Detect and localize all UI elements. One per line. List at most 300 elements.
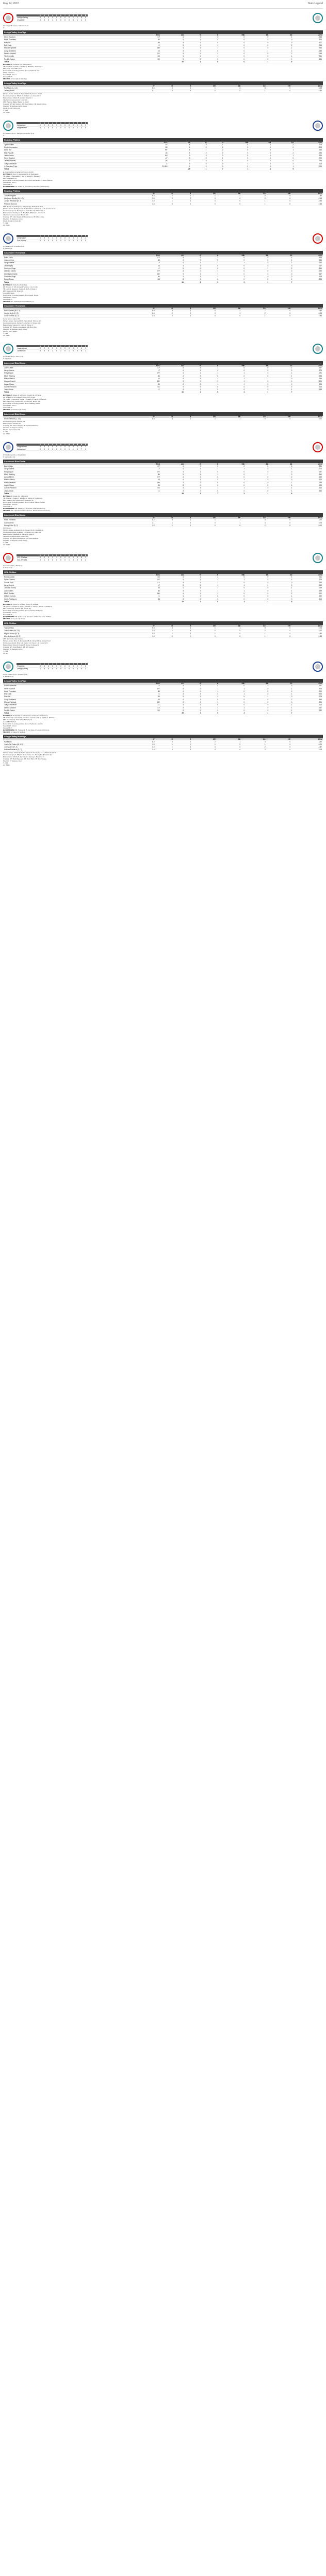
line-score-cell: 3 (75, 448, 79, 450)
line-score-cell: 0 (59, 559, 63, 562)
stat-cell: 1 (241, 202, 266, 205)
player-name[interactable]: Hector Neris (H, 2) (3, 312, 131, 314)
stat-cell: 0 (191, 157, 208, 160)
stat-cell: 0 (208, 165, 224, 167)
stat-cell: .320 (294, 39, 323, 41)
line-score-col-head: E (84, 554, 88, 556)
player-name[interactable]: Zach Collier (3, 367, 131, 369)
stat-cell: RF (131, 476, 161, 479)
stat-cell: 0 (202, 41, 220, 44)
stat-cell: 3 (185, 600, 202, 603)
stat-cell: 0 (249, 165, 272, 167)
player-name[interactable]: Kevin Frandsen (3, 39, 131, 41)
player-name[interactable]: Herlis Rodriguez (3, 598, 131, 600)
player-name[interactable]: Zach Collier (3, 465, 131, 468)
player-name[interactable]: Steve Susdorf (3, 687, 131, 690)
box-col-head: ERA (291, 517, 323, 519)
line-score-cell: 0 (46, 239, 51, 242)
box-col-head: RBI (219, 255, 246, 257)
player-name[interactable]: Edgar Duran (3, 278, 131, 281)
stat-cell: 0 (185, 270, 202, 273)
stat-cell: 0 (219, 704, 246, 706)
player-name[interactable]: Colby Shreve (S, 2) (3, 315, 131, 317)
note-heading: BASERUNNING (3, 615, 15, 618)
note-text: E: Cuevas (3, throw). (10, 617, 26, 620)
player-name[interactable]: Marcus Knecht (3, 481, 131, 484)
stat-cell (131, 712, 161, 715)
stat-cell: 2 (174, 418, 192, 420)
player-name[interactable]: Freddy Galvis (3, 58, 131, 60)
player-name[interactable]: Maikel Franco (3, 479, 131, 481)
stat-cell: 3 (219, 712, 246, 715)
line-score-cell: 8 (79, 349, 84, 352)
line-score-col-head: 6 (59, 235, 63, 237)
stat-cell: 0 (217, 630, 241, 632)
player-name[interactable]: Kelly Dugan (3, 470, 131, 473)
note-heading: FIELDING (3, 408, 10, 411)
note-text: Team LOB: 7. (3, 727, 13, 730)
stat-cell: 4 (156, 519, 174, 521)
stat-cell: 0 (246, 487, 269, 489)
line-score-cell: 0 (59, 237, 63, 240)
player-name[interactable]: Ethan Stewart (L, 3-5) (3, 418, 131, 420)
stat-cell: 9 (272, 168, 295, 171)
player-name[interactable]: Steve Bourbon (3, 36, 131, 39)
player-name[interactable]: Logan Moore (3, 383, 131, 385)
stat-cell: 1 (202, 377, 220, 380)
stat-cell: 3B (131, 160, 169, 162)
note-text: Team RISP: 3-for-7. (3, 404, 17, 406)
player-name[interactable]: Larry Greene (3, 262, 131, 264)
player-name[interactable]: Erik Kratz (3, 693, 131, 696)
team-name: Clearwater (17, 237, 38, 240)
player-name[interactable]: Peter Lavin (3, 257, 131, 259)
player-name[interactable]: Alberto Alvarez (S, 2) (3, 635, 131, 637)
stat-cell: 1 (269, 47, 293, 49)
stat-cell: 29 (169, 168, 191, 171)
line-score-col-head: R (75, 444, 79, 446)
note-text: Team LOB: 5. (3, 75, 13, 78)
player-name[interactable]: Larry Greene (3, 369, 131, 371)
stat-cell: 1 (202, 468, 220, 470)
stat-cell: 2 (241, 630, 266, 632)
stat-cell: 1 (185, 383, 202, 385)
note-text: GIDP: Frandsen. (3, 71, 15, 74)
stat-cell: .269 (294, 49, 323, 52)
stat-cell: 0 (246, 58, 269, 60)
player-name[interactable]: Maikel Franco (3, 377, 131, 380)
stat-cell: 3.20 (291, 418, 323, 420)
stat-cell: 2 (241, 749, 266, 751)
player-name[interactable]: Totals (3, 600, 131, 603)
line-score-cell: 0 (38, 556, 42, 559)
stat-cell: 1 (219, 262, 246, 264)
stat-cell: .315 (294, 44, 323, 46)
decision-notes (3, 454, 323, 458)
stat-cell: 0 (185, 592, 202, 595)
line-score-cell: 1 (84, 556, 88, 559)
stat-cell: 1 (219, 487, 246, 489)
line-score-cell: 0 (75, 239, 79, 242)
stat-cell: 0 (269, 369, 293, 371)
box-col-head: ER (192, 625, 217, 627)
player-name[interactable]: Joe Savery (H, 4) (3, 746, 131, 749)
note-text: Att: 8,842. (3, 764, 10, 766)
stat-cell: 0 (219, 388, 246, 391)
stat-cell: 3 (161, 58, 185, 60)
stat-cell: 1 (269, 687, 293, 690)
stat-cell: .277 (294, 41, 323, 44)
stat-cell: .254 (294, 47, 323, 49)
note-text: TB: Greene 1, Dugan 3, Walding 1, Franco 2, Perdomo 1. (3, 497, 43, 500)
player-name[interactable]: Mitch Walding (3, 375, 131, 377)
box-col-head: SO (241, 625, 266, 627)
player-name[interactable]: Michael Spidale (3, 47, 131, 49)
line-score-col-head: H (79, 14, 84, 16)
box-col-head: POS (131, 365, 161, 367)
decision-line: W: De Fratus (1-0) L: Houston (2-3) (3, 673, 28, 676)
section-notes (3, 206, 323, 226)
line-score-cell: 0 (55, 237, 59, 240)
stat-cell: 1.0 (131, 635, 156, 637)
player-name[interactable]: Cody Overbeck (3, 49, 131, 52)
line-score-cell: x (71, 126, 75, 129)
line-score-cell: 1 (84, 237, 88, 240)
stat-cell: 4 (156, 87, 174, 90)
stat-cell: 4 (169, 151, 191, 154)
decision-line: W: Gleason (2-1) L: Muzyka-Hernandez (1-4) (3, 132, 35, 134)
note-text: Weather: 80 degrees, partly cloudy. (3, 105, 28, 107)
player-name[interactable]: Larry Greene (3, 468, 131, 470)
player-name[interactable]: Cameron Rupp (3, 267, 131, 269)
line-score-col-head: 3 (46, 554, 51, 556)
page-date: May 24, 2012 (3, 2, 19, 5)
player-name[interactable]: Antonio Bastardo (S, 7) (3, 749, 131, 751)
player-name[interactable]: Leandro Castro (3, 270, 131, 273)
player-name[interactable]: Darin Ruf (3, 149, 131, 151)
stat-cell: 0 (246, 687, 269, 690)
away-team-logo (3, 662, 13, 672)
note-heading: BASERUNNING (3, 185, 15, 188)
player-name[interactable]: Tuffy Gosewisch (3, 704, 131, 706)
stat-cell: 1 (185, 275, 202, 278)
line-score-cell: 0 (63, 124, 67, 127)
stat-cell: 0 (246, 47, 269, 49)
team-section-title: Lakewood BlueClaws (3, 412, 323, 416)
player-name[interactable]: Willian Cuevas (3, 595, 131, 598)
stat-cell: 0 (246, 579, 269, 581)
line-score-col-head: H (79, 663, 84, 665)
line-score-cell: 0 (46, 559, 51, 562)
player-name[interactable]: Cesar Hernandez (3, 146, 131, 148)
game-gap (3, 336, 323, 340)
note-text: HBP: Ruf (8, by Rodriguez). Plagman (by Rodriguez), Ruf. (3, 205, 43, 208)
decision-line: S: (3, 27, 5, 29)
player-name[interactable]: Jordan Whatcott (H, 3) (3, 200, 131, 202)
player-name[interactable]: Carlos Tocci (3, 581, 131, 584)
player-name[interactable]: Jesus Meza (3, 388, 131, 391)
player-name[interactable]: Christopher Duffy (3, 273, 131, 275)
stat-cell: 1 (191, 168, 208, 171)
stat-cell: 0 (269, 273, 293, 275)
player-name[interactable]: Jim Murphy (3, 264, 131, 267)
line-score-cell: 0 (55, 124, 59, 127)
line-score-cell: 0 (71, 237, 75, 240)
player-name[interactable]: Totals (3, 492, 131, 495)
player-name[interactable]: Miguel Nunez (H, 3) (3, 632, 131, 635)
player-name[interactable]: Logan Moore (3, 484, 131, 486)
player-name[interactable]: Pete Orr (3, 41, 131, 44)
player-name[interactable]: Carlos Perdomo (3, 487, 131, 489)
player-name[interactable]: Jr. Brandon Tripp (3, 165, 131, 167)
line-score-cell: 0 (46, 16, 51, 19)
stat-cell: 31 (161, 391, 185, 394)
home-team-logo (313, 553, 323, 563)
player-name[interactable]: Totals (3, 60, 131, 63)
line-score-cell: 0 (84, 665, 88, 668)
player-name[interactable]: Totals (3, 168, 131, 171)
player-name[interactable]: Jesus Meza (3, 489, 131, 492)
stat-cell: 0 (269, 39, 293, 41)
stat-cell: CF (131, 144, 169, 146)
player-name[interactable]: Derrick Mitchell (3, 52, 131, 55)
stat-cell: 4 (161, 39, 185, 41)
stat-cell: 2B (131, 484, 161, 486)
stat-cell: 1 (241, 315, 266, 317)
stat-cell: 1 (269, 388, 293, 391)
stat-cell: 0 (246, 380, 269, 383)
stat-cell: 0 (185, 264, 202, 267)
box-col-head: AB (169, 142, 191, 144)
stat-cell: 0 (224, 165, 250, 167)
player-name[interactable]: Jason Jones (3, 154, 131, 157)
stat-cell: 1 (241, 632, 266, 635)
line-score-cell: 0 (51, 16, 55, 19)
line-score-col-head: R (75, 345, 79, 347)
line-score-cell: 5 (79, 239, 84, 242)
batting-table (3, 255, 323, 284)
player-name[interactable]: Mitch Gueller (3, 592, 131, 595)
player-name[interactable]: Lisalverto Bonilla (W, 1-0) (3, 197, 131, 199)
box-col-head: POS (131, 463, 161, 465)
stat-cell: 0 (202, 36, 220, 39)
stat-cell: 0 (185, 696, 202, 698)
stat-cell: 3 (161, 270, 185, 273)
player-name[interactable]: Mitch Walding (3, 473, 131, 476)
stat-cell: 0 (246, 273, 269, 275)
stat-cell: 1 (219, 377, 246, 380)
line-score-cell: 0 (67, 239, 71, 242)
player-name[interactable]: Freddy Galvis (3, 709, 131, 711)
stat-cell: 2 (202, 470, 220, 473)
player-name[interactable]: Kenny Giles (S, 2) (3, 524, 131, 527)
player-name[interactable]: Aaron Altherr (3, 476, 131, 479)
player-name[interactable]: Pete Orr (3, 696, 131, 698)
stat-cell: 0 (185, 44, 202, 46)
stat-cell: 1 (241, 90, 266, 92)
player-name[interactable]: Jeremy Barnes (3, 160, 131, 162)
player-name[interactable]: Jiandido Tromp (3, 587, 131, 589)
player-name[interactable]: Phillippe Aumont (3, 202, 131, 205)
stat-cell: C (131, 693, 161, 696)
stat-cell: C (131, 267, 161, 269)
player-name[interactable]: Steve Susdorf (3, 157, 131, 160)
player-name[interactable]: Yacksel Rios (3, 627, 131, 630)
stat-cell: 0 (246, 698, 269, 701)
player-name[interactable]: Julio Rodriguez (3, 195, 131, 197)
stat-cell: 1 (217, 418, 241, 420)
player-name[interactable]: Michael Spidale (3, 701, 131, 703)
box-col-head: H (202, 365, 220, 367)
stat-cell: 1 (202, 589, 220, 592)
line-score-col-head: 1 (38, 235, 42, 237)
stat-cell: 0 (246, 385, 269, 388)
note-text: TB: Frandsen 2, Kratz 1, Spidale 1, Mitchell 1, Kennelly 1. (3, 65, 43, 67)
player-name[interactable]: Jesus Urbino (3, 259, 131, 262)
box-col-head: BB (217, 517, 241, 519)
player-row (3, 749, 323, 751)
stat-cell: 4 (156, 418, 174, 420)
stat-cell: CF (131, 367, 161, 369)
line-score-cell: 0 (38, 19, 42, 22)
line-score-cell: 0 (42, 556, 46, 559)
note-text: Team RISP: 0-for-7. (3, 181, 17, 183)
stat-cell: 0 (192, 202, 217, 205)
line-score-col-head: 5 (55, 345, 59, 347)
stat-cell: 0 (156, 90, 174, 92)
player-name[interactable]: Dylan Cozens (3, 579, 131, 581)
line-score-cell: 2 (75, 665, 79, 668)
box-col-head: AVG (294, 463, 323, 465)
player-name[interactable]: Pat Misch (3, 740, 131, 743)
line-score-cell: 0 (67, 237, 71, 240)
away-team-logo (3, 344, 13, 354)
stat-cell: 7 (269, 391, 293, 394)
stat-cell: 0 (217, 635, 241, 637)
line-score-cell: 1 (75, 446, 79, 448)
player-name[interactable]: Cody Overbeck (3, 698, 131, 701)
line-score-cell: 0 (71, 559, 75, 562)
player-name[interactable]: Mario Hollands (3, 519, 131, 521)
stat-cell: DH (131, 701, 161, 703)
player-name[interactable]: Scott Podsednik (3, 685, 131, 687)
player-name[interactable]: Tuffy Gosewisch (3, 162, 131, 165)
box-col-head: HR (267, 193, 291, 195)
note-text: Team LOB: 6. (3, 613, 13, 616)
stat-cell: RF (131, 270, 161, 273)
box-col-head: AVG (294, 255, 323, 257)
player-name[interactable]: Marcus Knecht (3, 380, 131, 383)
stat-cell: 0 (267, 632, 291, 635)
player-name[interactable]: Carlos Perdomo (3, 385, 131, 388)
line-score-cell: 0 (51, 448, 55, 450)
stat-cell (131, 281, 161, 283)
box-col-head: R (174, 416, 192, 418)
box-col-head: R (174, 85, 192, 87)
player-name[interactable]: Larry Greene (3, 584, 131, 586)
stat-cell: 0 (269, 383, 293, 385)
line-score-cell: 6 (79, 559, 84, 562)
stat-cell: 1 (269, 465, 293, 468)
stat-cell: 4 (161, 479, 185, 481)
stat-cell: SS (131, 709, 161, 711)
player-name[interactable]: Cameron Rupp (3, 275, 131, 278)
line-score-col-head: R (75, 663, 79, 665)
player-name[interactable]: Tyson Gillies (3, 144, 131, 146)
player-name[interactable]: Justin De Fratus (W, 1-0) (3, 743, 131, 745)
stat-cell: SS (131, 385, 161, 388)
player-name[interactable]: Colin Kleven (3, 521, 131, 524)
line-score-cell: 0 (59, 239, 63, 242)
player-name[interactable]: Perci Garner (W, 3-1) (3, 310, 131, 312)
player-name[interactable]: Erik Kratz (3, 44, 131, 46)
player-name[interactable]: Pat Misch (L, 3-3) (3, 87, 131, 90)
stat-cell: 0 (156, 315, 174, 317)
line-score-cell: 0 (51, 239, 55, 242)
note-text: DP: (Cartwright-Duran-Murphy, 2). (10, 300, 35, 302)
player-name[interactable]: Roman Quinn (3, 576, 131, 579)
player-name[interactable]: Zach Green (3, 589, 131, 592)
player-name[interactable]: Derrick Mitchell (3, 706, 131, 709)
note-heading: BATTING (3, 715, 10, 717)
stat-cell: 0 (202, 598, 220, 600)
line-score-cell: 4 (75, 349, 79, 352)
line-score-cell: 0 (46, 126, 51, 129)
stat-cell: 3 (161, 377, 185, 380)
stat-cell: 0 (246, 257, 269, 259)
stat-cell: .232 (294, 709, 323, 711)
stat-cell: .278 (295, 144, 323, 146)
stat-cell: 0 (156, 749, 174, 751)
note-heading: BATTING (3, 63, 10, 65)
stat-cell: 3 (169, 157, 191, 160)
away-team-logo (3, 442, 13, 452)
line-score-cell: 0 (59, 19, 63, 22)
stat-cell: 0 (185, 375, 202, 377)
line-score-col-head: 7 (63, 14, 67, 16)
player-name[interactable]: Totals (3, 281, 131, 283)
line-score-cell: 0 (51, 559, 55, 562)
player-name[interactable]: Jose Castro (W, 2-0) (3, 630, 131, 632)
player-name[interactable]: Kevin Frandsen (3, 690, 131, 692)
player-name[interactable]: Totals (3, 712, 131, 715)
stat-cell: 2 (269, 262, 293, 264)
stat-cell: 1 (156, 743, 174, 745)
player-name[interactable]: Matt Rizzotti (3, 151, 131, 154)
stat-cell: 7 (269, 281, 293, 283)
stat-cell: 3.75 (291, 521, 323, 524)
stat-cell: 2 (202, 576, 220, 579)
line-score-cell: 6 (79, 16, 84, 19)
note-text: 2B: Ruef 1, Hernandez (9, off Rodriguez). (10, 173, 39, 175)
note-text: Pitches-strikes: Misch 79-48, Horst 52-36, Alvarez 23-15. (3, 92, 42, 95)
stat-cell: 6.0 (131, 418, 156, 420)
stat-cell: 1 (219, 468, 246, 470)
stat-cell: .247 (294, 706, 323, 709)
stat-cell: 2 (202, 693, 220, 696)
section-notes (3, 420, 323, 435)
player-name[interactable]: Jeremy Horst (3, 90, 131, 92)
note-text: Game Score: Garner 64. (3, 317, 20, 320)
player-name[interactable]: Kelly Dugan (3, 372, 131, 375)
stat-cell: 3 (161, 595, 185, 598)
box-col-head: SO (269, 683, 293, 685)
player-name[interactable]: Tim Kennelly (3, 55, 131, 58)
stat-cell: C (131, 489, 161, 492)
team-section-title: Lakewood BlueClaws (3, 361, 323, 365)
note-text: T: 2:49. (3, 222, 8, 224)
player-name[interactable]: Totals (3, 391, 131, 394)
